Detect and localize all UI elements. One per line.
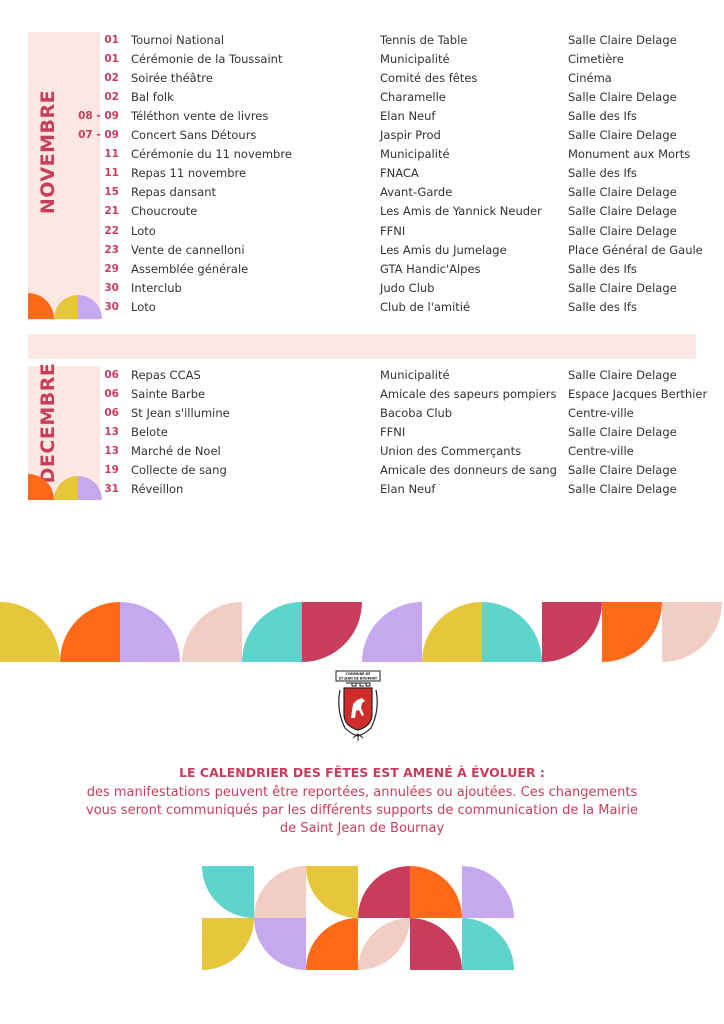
event-date: 11 <box>104 148 119 161</box>
event-row <box>0 31 724 50</box>
event-row <box>0 260 724 279</box>
event-name: Soirée théâtre <box>131 71 213 86</box>
event-location: Salle Claire Delage <box>568 425 677 439</box>
event-row <box>0 366 724 385</box>
event-organizer: Elan Neuf <box>380 482 436 496</box>
event-location: Salle des Ifs <box>568 166 637 181</box>
event-row <box>0 241 724 260</box>
emblem-text-line1: COMMUNE DE <box>345 672 371 676</box>
event-organizer: FFNI <box>380 223 406 238</box>
event-location: Salle Claire Delage <box>568 128 677 143</box>
event-location: Monument aux Morts <box>568 147 691 162</box>
event-name: Collecte de sang <box>131 463 227 477</box>
event-organizer: Club de l'amitié <box>380 299 471 314</box>
event-row <box>0 404 724 423</box>
event-organizer: Municipalité <box>380 368 450 382</box>
event-name: Bal folk <box>131 90 174 105</box>
event-row <box>0 69 724 88</box>
event-date: 29 <box>104 262 119 275</box>
event-location: Espace Jacques Berthier <box>568 387 708 401</box>
event-date: 30 <box>104 300 119 313</box>
event-organizer: Municipalité <box>380 147 450 162</box>
event-name: Belote <box>131 425 168 439</box>
event-date: 01 <box>104 53 119 66</box>
event-organizer: Union des Commerçants <box>380 444 522 458</box>
event-organizer: FFNI <box>380 425 406 439</box>
event-row <box>0 298 724 317</box>
notice-body <box>60 784 664 838</box>
event-date: 13 <box>104 426 119 438</box>
event-date: 31 <box>104 483 119 495</box>
event-organizer: Les Amis de Yannick Neuder <box>380 204 542 219</box>
event-name: Cérémonie de la Toussaint <box>131 52 283 67</box>
event-row <box>0 202 724 221</box>
event-organizer: Judo Club <box>380 280 435 295</box>
event-location: Salle Claire Delage <box>568 90 677 105</box>
event-date: 06 <box>104 388 119 400</box>
event-location: Salle des Ifs <box>568 109 637 124</box>
notice-line-2: vous seront communiqués par les différents supports de communication de la Mairie <box>86 803 638 818</box>
event-location: Salle Claire Delage <box>568 185 677 200</box>
event-location: Cimetière <box>568 52 624 67</box>
event-name: Concert Sans Détours <box>131 128 257 143</box>
event-row <box>0 145 724 164</box>
event-row <box>0 385 724 404</box>
event-name: Interclub <box>131 280 182 295</box>
event-date: 07 - 09 <box>78 129 119 142</box>
event-location: Salle Claire Delage <box>568 368 677 382</box>
event-name: Loto <box>131 223 156 238</box>
event-location: Salle Claire Delage <box>568 204 677 219</box>
event-organizer: Amicale des sapeurs pompiers <box>380 387 557 401</box>
event-date: 30 <box>104 281 119 294</box>
event-date: 02 <box>104 91 119 104</box>
event-date: 23 <box>104 243 119 256</box>
event-row <box>0 50 724 69</box>
notice-title: LE CALENDRIER DES FÊTES EST AMENÉ À ÉVOLUER : <box>179 765 545 780</box>
event-row <box>0 480 724 499</box>
event-location: Salle Claire Delage <box>568 463 677 477</box>
event-name: Téléthon vente de livres <box>131 109 269 124</box>
event-organizer: Tennis de Table <box>380 33 468 47</box>
event-organizer: Comité des fêtes <box>380 71 478 86</box>
event-date: 06 <box>104 369 119 381</box>
event-date: 02 <box>104 72 119 85</box>
event-row <box>0 164 724 183</box>
event-organizer: Charamelle <box>380 90 446 105</box>
event-location: Salle Claire Delage <box>568 280 677 295</box>
event-date: 15 <box>104 186 119 199</box>
event-date: 22 <box>104 224 119 237</box>
event-date: 19 <box>104 464 119 476</box>
event-location: Salle des Ifs <box>568 261 637 276</box>
event-organizer: Avant-Garde <box>380 185 453 200</box>
event-location: Salle Claire Delage <box>568 223 677 238</box>
event-location: Cinéma <box>568 71 612 86</box>
event-row <box>0 126 724 145</box>
event-row <box>0 423 724 442</box>
event-name: Réveillon <box>131 482 184 496</box>
event-name: Marché de Noel <box>131 444 221 458</box>
emblem-text-line2: ST JEAN DE BOURNAY <box>338 676 378 681</box>
event-row <box>0 461 724 480</box>
month-label-december: DECEMBRE <box>37 362 59 484</box>
notice-line-3: de Saint Jean de Bournay <box>279 821 445 836</box>
event-name: Tournoi National <box>131 33 225 47</box>
event-location: Place Général de Gaule <box>568 242 703 257</box>
event-name: St Jean s'illumine <box>131 406 230 420</box>
event-date: 01 <box>104 34 119 46</box>
event-name: Repas 11 novembre <box>131 166 247 181</box>
event-organizer: Les Amis du Jumelage <box>380 242 507 257</box>
event-organizer: GTA Handic'Alpes <box>380 261 481 276</box>
event-row <box>0 442 724 461</box>
event-organizer: Municipalité <box>380 52 450 67</box>
event-row <box>0 183 724 202</box>
event-name: Repas CCAS <box>131 368 201 382</box>
event-date: 11 <box>104 167 119 180</box>
event-location: Centre-ville <box>568 444 634 458</box>
event-location: Salle Claire Delage <box>568 33 677 47</box>
notice-line-1: des manifestations peuvent être reportées, annulées ou ajoutées. Ces changements <box>86 785 638 800</box>
event-row <box>0 107 724 126</box>
event-row <box>0 88 724 107</box>
event-name: Cérémonie du 11 novembre <box>131 147 292 162</box>
event-organizer: Bacoba Club <box>380 406 453 420</box>
event-organizer: Jaspir Prod <box>380 128 441 143</box>
event-organizer: Elan Neuf <box>380 109 436 124</box>
event-date: 21 <box>104 205 119 218</box>
event-row <box>0 222 724 241</box>
event-location: Centre-ville <box>568 406 634 420</box>
month-label-november: NOVEMBRE <box>37 89 59 215</box>
event-name: Sainte Barbe <box>131 387 206 401</box>
event-location: Salle des Ifs <box>568 299 637 314</box>
event-row <box>0 279 724 298</box>
coat-of-arms-icon <box>335 670 381 742</box>
event-organizer: Amicale des donneurs de sang <box>380 463 557 477</box>
decorative-shape-strip <box>0 602 724 664</box>
decorative-shape-cluster <box>202 866 514 970</box>
event-name: Loto <box>131 299 156 314</box>
event-location: Salle Claire Delage <box>568 482 677 496</box>
event-organizer: FNACA <box>380 166 419 181</box>
event-name: Assemblée générale <box>131 261 249 276</box>
event-name: Choucroute <box>131 204 198 219</box>
event-date: 08 - 09 <box>78 110 119 123</box>
event-date: 06 <box>104 407 119 419</box>
event-date: 13 <box>104 445 119 457</box>
event-name: Repas dansant <box>131 185 217 200</box>
month-separator-bar <box>28 334 696 359</box>
event-name: Vente de cannelloni <box>131 242 245 257</box>
